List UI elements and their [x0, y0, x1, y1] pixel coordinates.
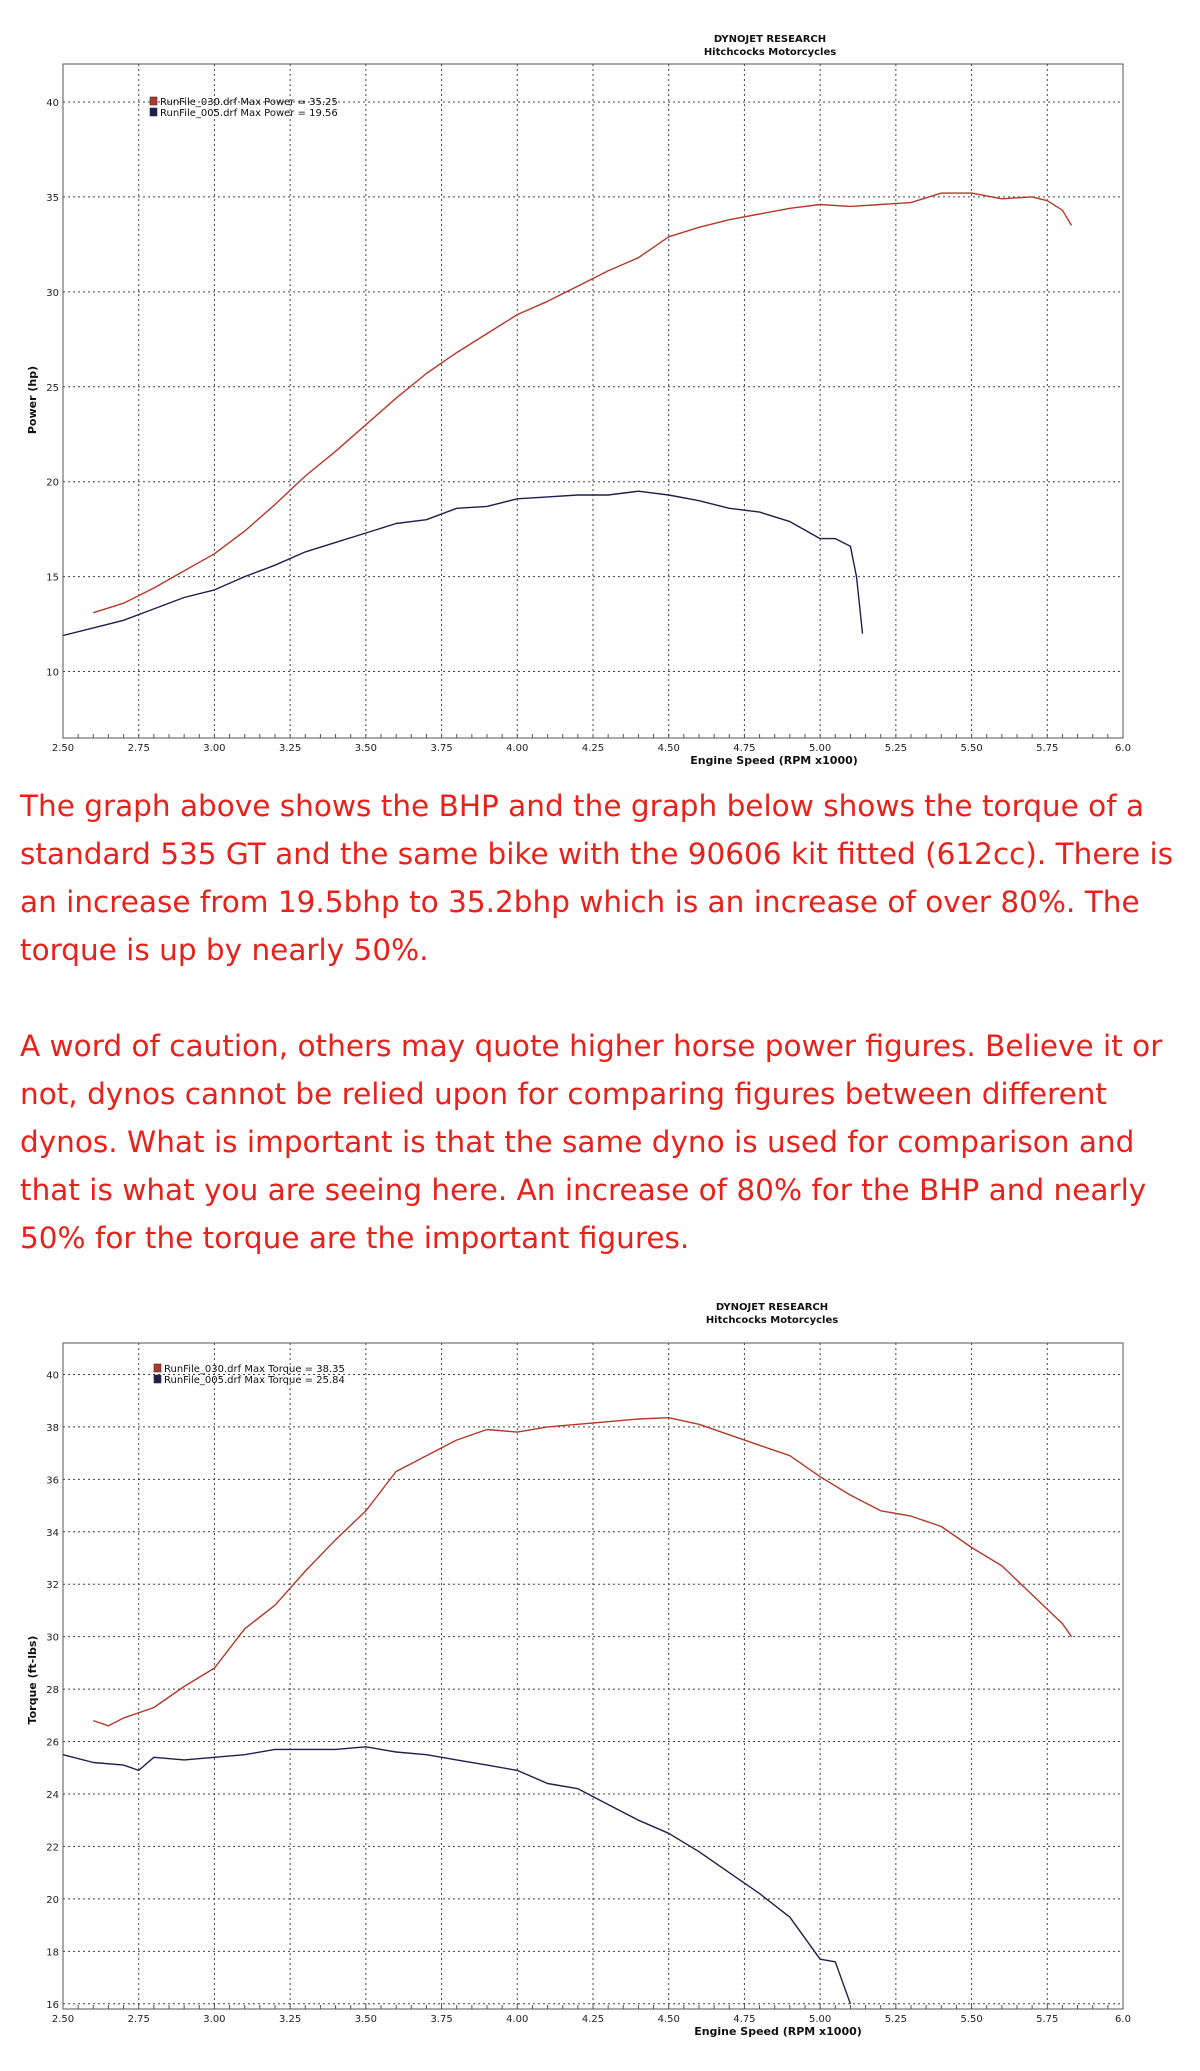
- x-tick-label: 5.50: [960, 743, 983, 754]
- x-axis-label: Engine Speed (RPM x1000): [690, 754, 858, 767]
- x-tick-label: 5.00: [809, 2014, 832, 2025]
- y-tick-label: 38: [46, 1422, 59, 1434]
- x-tick-label: 3.75: [430, 2014, 453, 2025]
- chart-title: DYNOJET RESEARCH: [715, 1302, 829, 1313]
- x-tick-label: 3.50: [354, 743, 377, 754]
- y-tick-label: 30: [46, 1632, 59, 1644]
- y-tick-label: 34: [46, 1527, 59, 1539]
- y-tick-label: 36: [46, 1475, 59, 1487]
- x-tick-label: 3.75: [430, 743, 453, 754]
- x-tick-label: 2.50: [51, 2014, 75, 2025]
- y-tick-label: 28: [46, 1685, 59, 1697]
- legend-swatch-1: [154, 1375, 161, 1383]
- legend-swatch-0: [150, 97, 157, 105]
- x-tick-label: 4.25: [581, 2014, 605, 2025]
- legend-entry-0: RunFile_030.drf Max Power = 35.25: [160, 97, 338, 108]
- explanation-paragraph-2: A word of caution, others may quote higher horse power figures. Believe it or not, dynos cannot be relied upon for comparing figures between different dynos. What is important is that the same dyno is used for comparison and that is what you are seeing here. An increase of 80% for the BHP and nearly 50% for the torque are the important figures.: [20, 1029, 1163, 1255]
- x-tick-label: 5.50: [960, 2014, 983, 2025]
- x-axis-label: Engine Speed (RPM x1000): [694, 2025, 862, 2038]
- chart-subtitle: Hitchcocks Motorcycles: [703, 47, 837, 58]
- y-tick-label: 22: [46, 1842, 59, 1854]
- legend-swatch-0: [154, 1364, 161, 1372]
- explanation-paragraph-1: The graph above shows the BHP and the graph below shows the torque of a standard 535 GT and the same bike with the 90606 kit fitted (612cc). There is an increase from 19.5bhp to 35.2bhp which is an increase of over 80%. The torque is up by nearly 50%.: [20, 789, 1174, 967]
- y-tick-label: 10: [46, 667, 59, 679]
- y-tick-label: 40: [46, 97, 59, 109]
- x-tick-label: 6.0: [1115, 2014, 1131, 2025]
- x-tick-label: 5.75: [1036, 743, 1059, 754]
- torque-chart-svg: [0, 1290, 1200, 2071]
- chart-title: DYNOJET RESEARCH: [713, 34, 827, 45]
- x-tick-label: 5.25: [884, 2014, 907, 2025]
- y-tick-label: 18: [46, 1947, 59, 1959]
- power-chart: [0, 0, 1200, 770]
- legend-swatch-1: [150, 108, 157, 116]
- x-tick-label: 2.75: [127, 2014, 150, 2025]
- x-tick-label: 5.25: [884, 743, 907, 754]
- x-tick-label: 3.50: [354, 2014, 377, 2025]
- x-tick-label: 4.25: [581, 743, 605, 754]
- y-axis-label: Power (hp): [26, 365, 39, 435]
- y-axis-label: Torque (ft-lbs): [26, 1635, 39, 1725]
- legend-entry-1: RunFile_005.drf Max Power = 19.56: [160, 108, 338, 119]
- y-tick-label: 15: [46, 572, 59, 584]
- legend-entry-0: RunFile_030.drf Max Torque = 38.35: [164, 1364, 345, 1375]
- y-tick-label: 26: [46, 1737, 59, 1749]
- y-tick-label: 30: [46, 287, 59, 299]
- x-tick-label: 3.00: [203, 2014, 226, 2025]
- x-tick-label: 2.50: [51, 743, 75, 754]
- x-tick-label: 2.75: [127, 743, 150, 754]
- y-tick-label: 24: [46, 1789, 59, 1801]
- x-tick-label: 3.25: [279, 2014, 302, 2025]
- x-tick-label: 4.75: [733, 2014, 756, 2025]
- y-tick-label: 20: [46, 477, 59, 489]
- x-tick-label: 4.50: [657, 743, 680, 754]
- torque-chart: [0, 1290, 1200, 2071]
- x-tick-label: 4.00: [506, 2014, 529, 2025]
- y-tick-label: 40: [46, 1370, 59, 1382]
- chart-subtitle: Hitchcocks Motorcycles: [705, 1315, 839, 1326]
- power-chart-svg: [0, 0, 1200, 770]
- y-tick-label: 20: [46, 1894, 59, 1906]
- x-tick-label: 6.0: [1115, 743, 1131, 754]
- y-tick-label: 35: [46, 192, 59, 204]
- x-tick-label: 4.00: [506, 743, 529, 754]
- x-tick-label: 3.25: [279, 743, 302, 754]
- y-tick-label: 16: [46, 1999, 59, 2011]
- legend-entry-1: RunFile_005.drf Max Torque = 25.84: [164, 1375, 345, 1386]
- x-tick-label: 3.00: [203, 743, 226, 754]
- x-tick-label: 4.75: [733, 743, 756, 754]
- x-tick-label: 5.00: [809, 743, 832, 754]
- x-tick-label: 5.75: [1036, 2014, 1059, 2025]
- x-tick-label: 4.50: [657, 2014, 680, 2025]
- y-tick-label: 25: [46, 382, 59, 394]
- y-tick-label: 32: [46, 1580, 59, 1592]
